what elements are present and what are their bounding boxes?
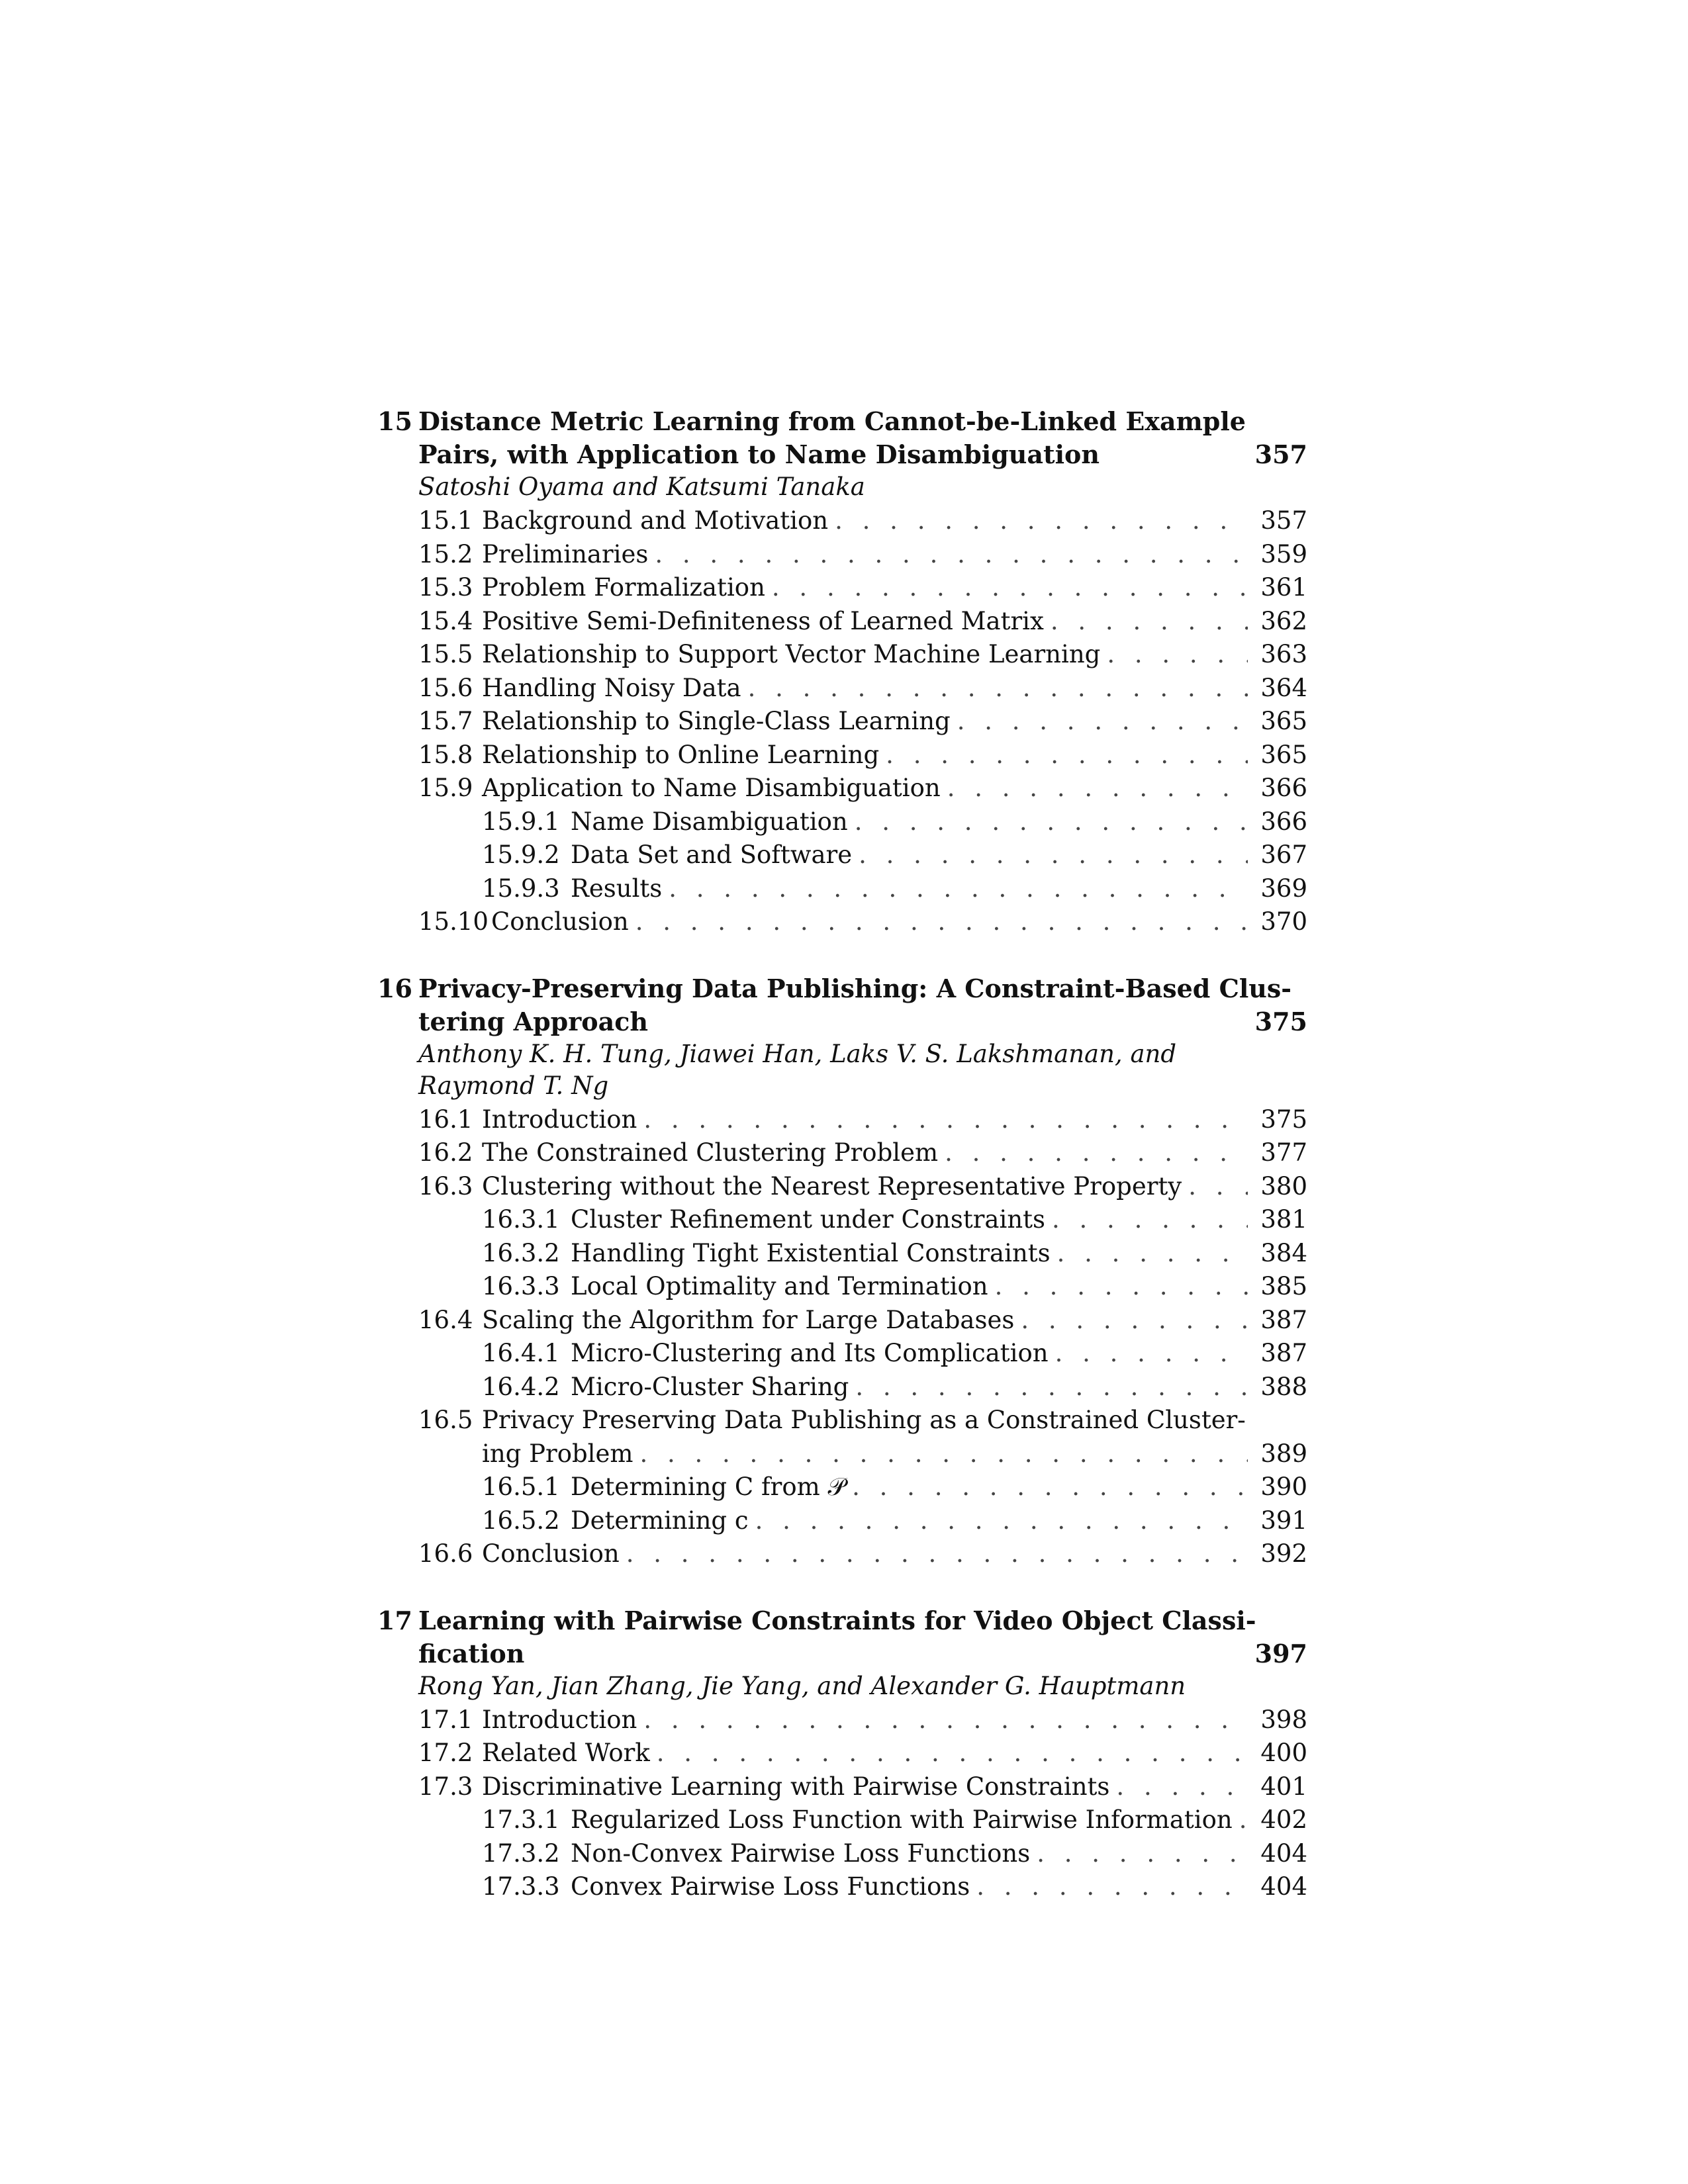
section-page: 391 xyxy=(1260,1506,1307,1535)
section-number: 15.9.1 xyxy=(482,807,560,836)
section-number: 16.5 xyxy=(418,1406,473,1434)
section-page: 380 xyxy=(1260,1171,1307,1201)
chapter-title xyxy=(377,1604,1307,1670)
section-title: Related Work xyxy=(482,1739,650,1767)
section-number: 15.1 xyxy=(418,506,473,535)
section-title: Local Optimality and Termination xyxy=(571,1272,988,1300)
section-title: Relationship to Single-Class Learning xyxy=(482,707,951,735)
section-title: Discriminative Learning with Pairwise Constraints xyxy=(482,1772,1110,1801)
toc-entry-continuation xyxy=(377,1437,1307,1471)
section-page: 361 xyxy=(1260,573,1307,602)
leader-dots xyxy=(1188,1170,1248,1204)
leader-dots xyxy=(1057,1237,1248,1271)
section-number: 15.4 xyxy=(418,606,473,635)
chapter-authors: Satoshi Oyama and Katsumi Tanaka xyxy=(418,473,865,501)
leader-dots xyxy=(945,1136,1248,1170)
section-number: 15.10 xyxy=(418,907,489,936)
section-page: 404 xyxy=(1260,1839,1307,1868)
chapter-number: 17 xyxy=(377,1605,412,1635)
authors-line: Anthony K. H. Tung, Jiawei Han, Laks V. S. Lakshmanan, and xyxy=(418,1039,1177,1068)
chapter-title-line1: Learning with Pairwise Constraints for Video Object Classi- xyxy=(418,1605,1256,1635)
toc-entry xyxy=(377,1704,1307,1737)
section-title: Introduction xyxy=(482,1105,637,1134)
toc-entry xyxy=(377,1737,1307,1770)
toc-subentry xyxy=(377,1870,1307,1904)
leader-dots xyxy=(1052,1203,1248,1237)
toc-entry xyxy=(377,1304,1307,1338)
section-title: Micro-Clustering and Its Complication xyxy=(571,1339,1049,1367)
chapter-title-line2: fication xyxy=(418,1638,525,1668)
toc-subentry xyxy=(377,1371,1307,1404)
leader-dots xyxy=(669,872,1248,906)
chapter-number: 16 xyxy=(377,973,412,1003)
section-page: 401 xyxy=(1260,1772,1307,1801)
section-number: 16.4.1 xyxy=(482,1339,560,1367)
section-number: 17.3.3 xyxy=(482,1872,560,1901)
table-of-contents xyxy=(377,405,1307,1937)
section-number: 15.5 xyxy=(418,640,473,668)
section-page: 366 xyxy=(1260,774,1307,802)
toc-subentry xyxy=(377,1837,1307,1871)
section-title: Micro-Cluster Sharing xyxy=(571,1372,849,1401)
section-number: 16.6 xyxy=(418,1539,473,1568)
section-page: 363 xyxy=(1260,640,1307,668)
toc-entry xyxy=(377,638,1307,672)
authors-line: Raymond T. Ng xyxy=(418,1071,609,1100)
toc-subentry xyxy=(377,1270,1307,1304)
section-number: 17.3.2 xyxy=(482,1839,560,1868)
leader-dots xyxy=(772,571,1248,605)
section-title: Relationship to Support Vector Machine Learning xyxy=(482,640,1101,668)
section-title: Positive Semi-Definiteness of Learned Matrix xyxy=(482,606,1044,635)
section-title: Non-Convex Pairwise Loss Functions xyxy=(571,1839,1031,1868)
leader-dots xyxy=(657,1737,1248,1770)
toc-subentry xyxy=(377,839,1307,872)
leader-dots xyxy=(886,739,1248,772)
toc-entry xyxy=(377,605,1307,639)
chapter-title-line1: Privacy-Preserving Data Publishing: A Constraint-Based Clus- xyxy=(418,973,1292,1003)
section-page: 385 xyxy=(1260,1272,1307,1300)
toc-subentry xyxy=(377,1337,1307,1371)
toc-subentry xyxy=(377,1471,1307,1504)
chapter-number: 15 xyxy=(377,406,412,436)
toc-entry xyxy=(377,1537,1307,1571)
section-title: Determining C from 𝒫 xyxy=(571,1473,846,1501)
section-title: Data Set and Software xyxy=(571,841,853,869)
section-title: Application to Name Disambiguation xyxy=(482,774,941,802)
section-number: 16.3.2 xyxy=(482,1238,560,1267)
toc-subentry xyxy=(377,872,1307,906)
section-page: 377 xyxy=(1260,1138,1307,1167)
leader-dots xyxy=(1239,1803,1248,1837)
chapter-title-line2: tering Approach xyxy=(418,1006,648,1036)
leader-dots xyxy=(1037,1837,1248,1871)
toc-entry xyxy=(377,905,1307,939)
toc-entry xyxy=(377,739,1307,772)
leader-dots xyxy=(1021,1304,1248,1338)
section-number: 16.3.3 xyxy=(482,1272,560,1300)
leader-dots xyxy=(947,772,1248,805)
section-title: Convex Pairwise Loss Functions xyxy=(571,1872,970,1901)
section-page: 365 xyxy=(1260,740,1307,769)
chapter-authors: Rong Yan, Jian Zhang, Jie Yang, and Alexander G. Hauptmann xyxy=(418,1671,1186,1700)
toc-entry xyxy=(377,538,1307,572)
section-number: 16.3.1 xyxy=(482,1205,560,1234)
section-title: Scaling the Algorithm for Large Databases xyxy=(482,1305,1015,1334)
leader-dots xyxy=(835,504,1248,538)
toc-subentry xyxy=(377,1803,1307,1837)
section-page: 381 xyxy=(1260,1205,1307,1234)
leader-dots xyxy=(855,1371,1248,1404)
section-number: 16.3 xyxy=(418,1171,473,1201)
chapter-page: 397 xyxy=(1254,1638,1307,1668)
section-number: 15.7 xyxy=(418,707,473,735)
section-title: Problem Formalization xyxy=(482,573,765,602)
section-number: 17.3.1 xyxy=(482,1805,560,1834)
toc-subentry xyxy=(377,805,1307,839)
chapter-page: 357 xyxy=(1254,439,1307,469)
section-page: 392 xyxy=(1260,1539,1307,1568)
chapter-16 xyxy=(377,972,1307,1571)
section-page: 362 xyxy=(1260,606,1307,635)
leader-dots xyxy=(1055,1337,1248,1371)
leader-dots xyxy=(626,1537,1248,1571)
leader-dots xyxy=(655,538,1248,572)
section-page: 400 xyxy=(1260,1739,1307,1767)
leader-dots xyxy=(635,905,1248,939)
section-page: 375 xyxy=(1260,1105,1307,1134)
section-page: 389 xyxy=(1260,1439,1307,1468)
chapter-authors xyxy=(377,1038,1307,1102)
section-number: 16.5.1 xyxy=(482,1473,560,1501)
section-title: Cluster Refinement under Constraints xyxy=(571,1205,1046,1234)
section-title: Conclusion xyxy=(482,1539,620,1568)
section-page: 402 xyxy=(1260,1805,1307,1834)
section-number: 15.9.3 xyxy=(482,874,560,903)
section-page: 366 xyxy=(1260,807,1307,836)
section-title: Privacy Preserving Data Publishing as a Constrained Cluster- xyxy=(482,1406,1246,1434)
section-page: 365 xyxy=(1260,707,1307,735)
section-number: 17.1 xyxy=(418,1705,473,1734)
section-title: Handling Noisy Data xyxy=(482,673,741,702)
section-title: Conclusion xyxy=(491,907,629,936)
section-title: Preliminaries xyxy=(482,539,649,569)
section-number: 17.2 xyxy=(418,1739,473,1767)
leader-dots xyxy=(957,705,1248,739)
leader-dots xyxy=(852,1471,1248,1504)
section-page: 398 xyxy=(1260,1705,1307,1734)
leader-dots xyxy=(1116,1770,1248,1804)
section-page: 357 xyxy=(1260,506,1307,535)
chapter-title xyxy=(377,405,1307,471)
leader-dots xyxy=(748,672,1248,705)
section-page: 387 xyxy=(1260,1305,1307,1334)
leader-dots xyxy=(995,1270,1248,1304)
section-number: 16.1 xyxy=(418,1105,473,1134)
section-page: 390 xyxy=(1260,1473,1307,1501)
leader-dots xyxy=(643,1103,1248,1137)
section-page: 370 xyxy=(1260,907,1307,936)
toc-entry xyxy=(377,1103,1307,1137)
section-number: 15.9 xyxy=(418,774,473,802)
section-number: 16.4 xyxy=(418,1305,473,1334)
chapter-page: 375 xyxy=(1254,1006,1307,1036)
section-page: 387 xyxy=(1260,1339,1307,1367)
section-number: 15.9.2 xyxy=(482,841,560,869)
leader-dots xyxy=(1051,605,1248,639)
toc-entry xyxy=(377,571,1307,605)
section-title: Results xyxy=(571,874,663,903)
chapter-15 xyxy=(377,405,1307,939)
section-number: 15.8 xyxy=(418,740,473,769)
section-number: 15.6 xyxy=(418,673,473,702)
toc-entry xyxy=(377,1170,1307,1204)
section-page: 369 xyxy=(1260,874,1307,903)
toc-entry xyxy=(377,1404,1307,1437)
toc-subentry xyxy=(377,1203,1307,1237)
toc-entry xyxy=(377,672,1307,705)
section-page: 359 xyxy=(1260,539,1307,569)
chapter-17 xyxy=(377,1604,1307,1904)
leader-dots xyxy=(855,805,1248,839)
section-number: 17.3 xyxy=(418,1772,473,1801)
toc-entry xyxy=(377,772,1307,805)
section-number: 16.4.2 xyxy=(482,1372,560,1401)
section-page: 364 xyxy=(1260,673,1307,702)
section-number: 16.5.2 xyxy=(482,1506,560,1535)
section-title: Regularized Loss Function with Pairwise Information xyxy=(571,1805,1233,1834)
section-page: 384 xyxy=(1260,1238,1307,1267)
section-number: 15.3 xyxy=(418,573,473,602)
toc-entry xyxy=(377,1770,1307,1804)
section-title: Clustering without the Nearest Representative Property xyxy=(482,1171,1182,1201)
section-title: Determining c xyxy=(571,1506,749,1535)
chapter-title xyxy=(377,972,1307,1038)
section-page: 388 xyxy=(1260,1372,1307,1401)
section-page: 367 xyxy=(1260,841,1307,869)
leader-dots xyxy=(1107,638,1248,672)
section-title-continued: ing Problem xyxy=(482,1439,633,1468)
section-number: 16.2 xyxy=(418,1138,473,1167)
toc-subentry xyxy=(377,1504,1307,1538)
toc-subentry xyxy=(377,1237,1307,1271)
toc-entry xyxy=(377,705,1307,739)
leader-dots xyxy=(639,1437,1248,1471)
section-title: Relationship to Online Learning xyxy=(482,740,880,769)
section-title: Handling Tight Existential Constraints xyxy=(571,1238,1051,1267)
section-title: The Constrained Clustering Problem xyxy=(482,1138,939,1167)
section-number: 15.2 xyxy=(418,539,473,569)
leader-dots xyxy=(859,839,1248,872)
section-title: Introduction xyxy=(482,1705,637,1734)
section-title: Name Disambiguation xyxy=(571,807,848,836)
section-title: Background and Motivation xyxy=(482,506,829,535)
leader-dots xyxy=(643,1704,1248,1737)
leader-dots xyxy=(755,1504,1248,1538)
chapter-title-line2: Pairs, with Application to Name Disambiguation xyxy=(418,439,1100,469)
chapter-title-line1: Distance Metric Learning from Cannot-be-Linked Example xyxy=(418,406,1246,436)
toc-entry xyxy=(377,504,1307,538)
toc-entry xyxy=(377,1136,1307,1170)
section-page: 404 xyxy=(1260,1872,1307,1901)
leader-dots xyxy=(976,1870,1248,1904)
